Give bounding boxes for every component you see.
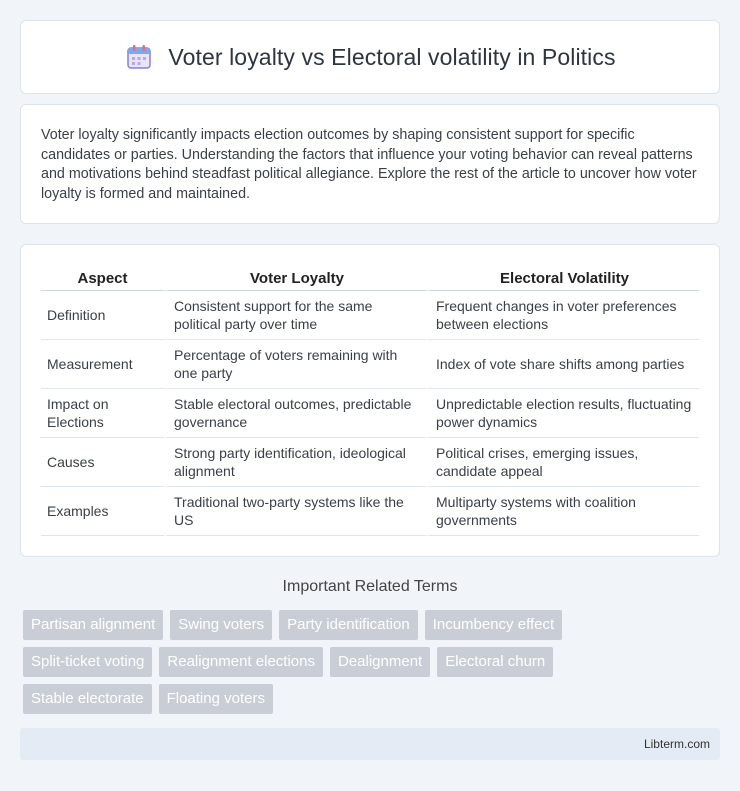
tag-realignment-elections[interactable]: Realignment elections [159, 647, 323, 677]
footer [20, 728, 720, 760]
row-voter-loyalty: Stable electoral outcomes, predictable governance [164, 389, 426, 438]
row-aspect: Impact on Elections [41, 389, 164, 438]
calendar-icon [124, 42, 154, 72]
comparison-table [41, 264, 699, 536]
table-row [41, 438, 699, 487]
row-electoral-volatility: Frequent changes in voter preferences between elections [426, 291, 699, 340]
intro-text: Voter loyalty significantly impacts election outcomes by shaping consistent support for specific candidates or parties. Understanding the factors that influence your voting behavior can reveal patterns and motivations behind steadfast political allegiance. Explore the rest of the article to uncover how voter loyalty is formed and maintained. [41, 127, 697, 202]
tag-floating-voters[interactable]: Floating voters [159, 684, 273, 714]
row-voter-loyalty: Percentage of voters remaining with one party [164, 340, 426, 389]
table-row [41, 487, 699, 536]
header-voter-loyalty: Voter Loyalty [164, 264, 426, 291]
row-aspect: Causes [41, 438, 164, 487]
row-voter-loyalty: Consistent support for the same political party over time [164, 291, 426, 340]
comparison-card [20, 244, 720, 557]
tag-party-identification[interactable]: Party identification [279, 610, 418, 640]
row-electoral-volatility: Political crises, emerging issues, candidate appeal [426, 438, 699, 487]
row-voter-loyalty: Traditional two-party systems like the US [164, 487, 426, 536]
header-aspect: Aspect [41, 264, 164, 291]
tag-dealignment[interactable]: Dealignment [330, 647, 430, 677]
tag-row [23, 684, 723, 721]
page-title: Voter loyalty vs Electoral volatility in Politics [168, 43, 616, 70]
related-terms-title: Important Related Terms [282, 578, 458, 595]
table-row [41, 340, 699, 389]
tag-incumbency-effect[interactable]: Incumbency effect [425, 610, 562, 640]
row-electoral-volatility: Unpredictable election results, fluctuating power dynamics [426, 389, 699, 438]
row-electoral-volatility: Multiparty systems with coalition governments [426, 487, 699, 536]
row-aspect: Examples [41, 487, 164, 536]
table-header-row [41, 264, 699, 291]
related-terms-list [23, 610, 723, 721]
footer-site-link[interactable]: Libterm.com [643, 737, 710, 751]
title-card [20, 20, 720, 94]
tag-row [23, 610, 723, 647]
title-wrap [124, 42, 615, 72]
table-row [41, 291, 699, 340]
tag-swing-voters[interactable]: Swing voters [170, 610, 272, 640]
header-electoral-volatility: Electoral Volatility [426, 264, 699, 291]
row-aspect: Measurement [41, 340, 164, 389]
tag-electoral-churn[interactable]: Electoral churn [437, 647, 553, 677]
tag-split-ticket-voting[interactable]: Split-ticket voting [23, 647, 152, 677]
table-row [41, 389, 699, 438]
intro-card [20, 104, 720, 224]
tag-stable-electorate[interactable]: Stable electorate [23, 684, 152, 714]
tag-row [23, 647, 723, 684]
row-aspect: Definition [41, 291, 164, 340]
row-electoral-volatility: Index of vote share shifts among parties [426, 340, 699, 389]
tag-partisan-alignment[interactable]: Partisan alignment [23, 610, 163, 640]
row-voter-loyalty: Strong party identification, ideological alignment [164, 438, 426, 487]
